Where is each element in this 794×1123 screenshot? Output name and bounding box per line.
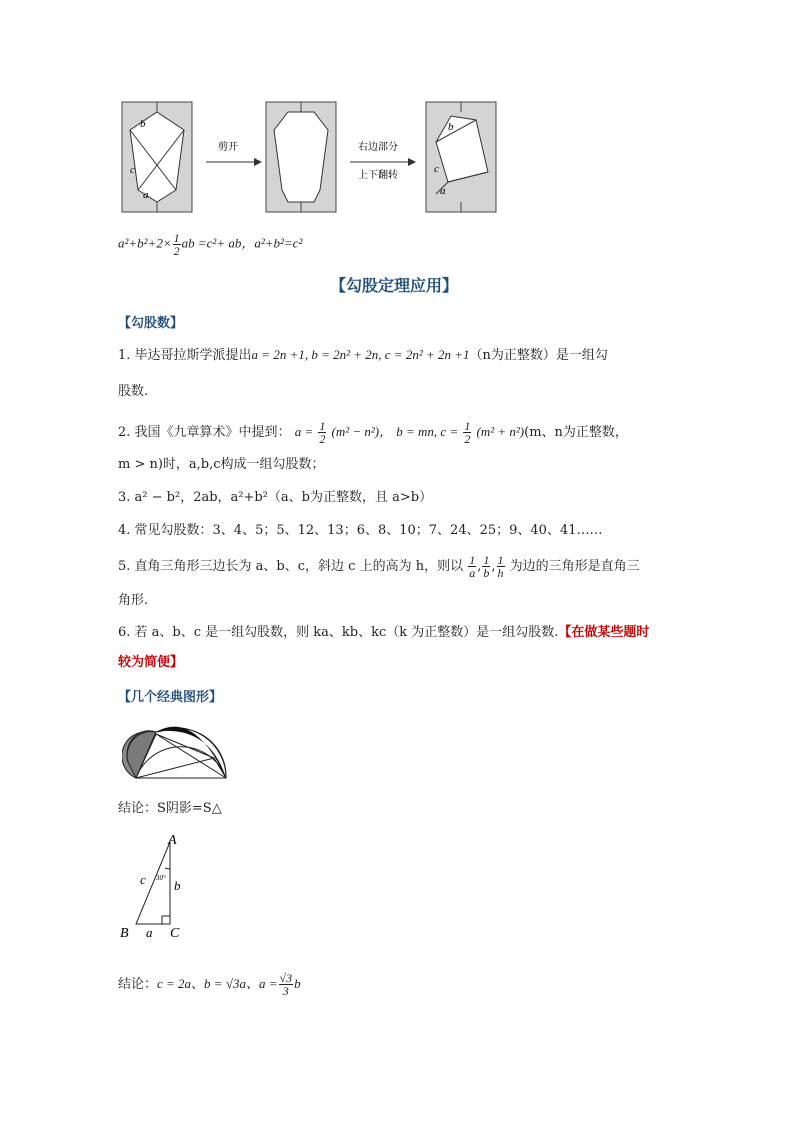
item-1: 1. 毕达哥拉斯学派提出a = 2n +1, b = 2n² + 2n, c = 2n² + 2n +1（n为正整数）是一组勾 [118, 347, 608, 363]
label-b: b [140, 118, 146, 130]
label-c: c [130, 164, 135, 176]
vertex-C: C [170, 926, 180, 941]
svg-text:b: b [448, 121, 454, 133]
label-a: a [143, 189, 149, 201]
item-5-cont: 角形. [118, 593, 149, 608]
item-6: 6. 若 a、b、c 是一组勾股数，则 ka、kb、kc（k 为正整数）是一组勾股数.【在做某些题时 [118, 625, 650, 640]
vertex-A: A [168, 833, 177, 848]
arrow1-label: 剪开 [218, 142, 238, 153]
item-2: 2. 我国《九章算术》中提到： a = $\frac{1}{2}$ (m² − n²)， b = mn, c = $\frac{1}{2}$ (m² + n²)(m、n为正整数， [118, 419, 628, 446]
figure-paper-cut [118, 98, 498, 218]
fraction-half: $\frac{1}{2}$ [173, 231, 180, 258]
item-3: 3. a² − b²，2ab，a²+b²（a、b为正整数，且 a>b） [118, 490, 433, 505]
svg-text:a: a [440, 185, 446, 197]
side-c: c [140, 872, 146, 887]
item-5: 5. 直角三角形三边长为 a、b、c，斜边 c 上的高为 h，则以 $\frac{1}{a}$ , $\frac{1}{b}$ , $\frac{1}{h}$ 为边的三角形是直角三 [118, 553, 640, 580]
item-6-cont: 较为简便】 [118, 655, 184, 670]
side-a: a [146, 925, 153, 940]
arrow2-label-2: 上下翻转 [358, 170, 398, 181]
item-4: 4. 常见勾股数：3、4、5；5、12、13；6、8、10；7、24、25；9、40、41…… [118, 523, 603, 538]
figure-right-triangle-30 [116, 832, 196, 944]
panel-cut [266, 102, 336, 212]
panel-original [122, 102, 192, 212]
arrow2-label-1: 右边部分 [358, 142, 398, 153]
panel-flipped [426, 102, 496, 212]
subsection-pythagorean-triples: 【勾股数】 [118, 316, 184, 331]
side-b: b [174, 878, 181, 893]
subsection-classic-figures: 【几个经典图形】 [118, 690, 223, 705]
svg-text:c: c [434, 163, 439, 175]
vertex-B: B [120, 926, 129, 941]
figure-hippocrates-lunes [122, 718, 232, 784]
conclusion-1: 结论：S阴影=S△ [118, 801, 222, 816]
formula-area-proof: a²+b²+2× $\frac{1}{2}$ ab =c²+ ab，a²+b²=c² [118, 231, 303, 258]
item-2-cont: m > n)时，a,b,c构成一组勾股数； [118, 457, 325, 472]
angle-label: 30° [156, 874, 166, 882]
item-1-cont: 股数. [118, 384, 149, 399]
section-title: 【勾股定理应用】 [330, 276, 459, 295]
conclusion-2: 结论：c = 2a、b = √3a、a = $\frac{√3}{3}$ b [118, 971, 301, 998]
